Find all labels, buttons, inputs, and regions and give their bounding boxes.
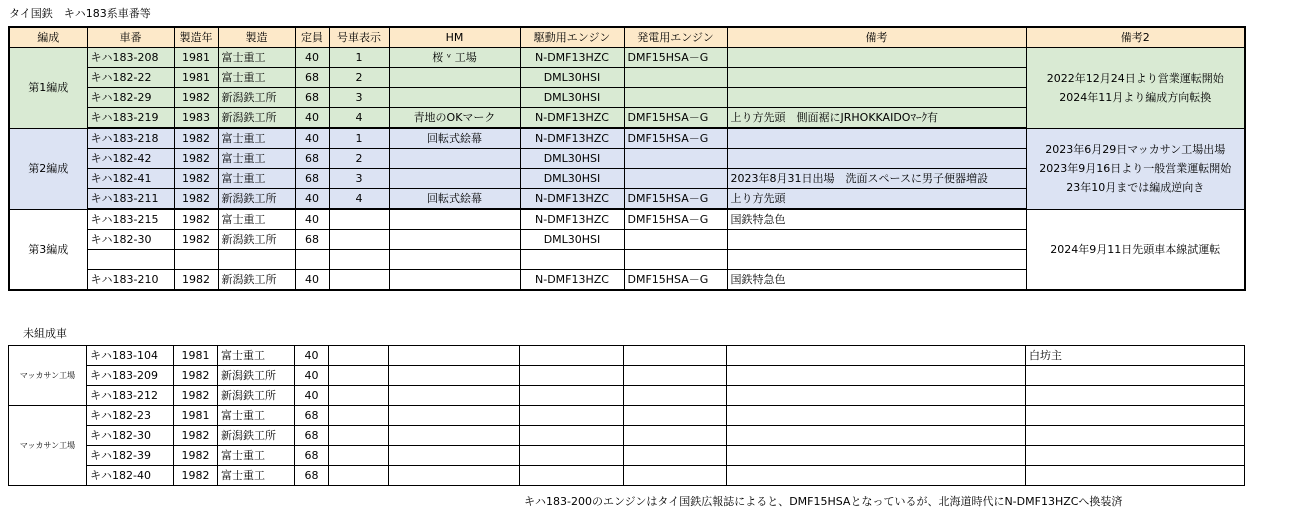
drive-engine-cell[interactable] — [520, 250, 624, 270]
location-cell[interactable]: マッカサン工場 — [9, 406, 87, 486]
generator-engine-cell[interactable]: DMF15HSA－G — [624, 48, 727, 68]
note-cell[interactable] — [727, 386, 1026, 406]
generator-engine-cell[interactable] — [624, 68, 727, 88]
builder-cell[interactable]: 新潟鉄工所 — [218, 108, 295, 129]
generator-engine-cell[interactable]: DMF15HSA－G — [624, 108, 727, 129]
capacity-cell[interactable]: 68 — [295, 149, 329, 169]
car-number-cell[interactable]: キハ182-42 — [87, 149, 174, 169]
drive-engine-cell[interactable]: N-DMF13HZC — [520, 128, 624, 149]
note-cell[interactable] — [727, 250, 1026, 270]
formation-note2-cell[interactable] — [1026, 128, 1245, 209]
generator-engine-cell[interactable] — [624, 88, 727, 108]
car-position-cell[interactable] — [329, 466, 389, 486]
capacity-cell[interactable]: 68 — [295, 406, 329, 426]
headmark-cell[interactable] — [389, 250, 520, 270]
car-number-cell[interactable]: キハ183-215 — [87, 209, 174, 230]
car-position-cell[interactable] — [329, 366, 389, 386]
car-number-cell[interactable]: キハ183-210 — [87, 270, 174, 291]
headmark-cell[interactable]: 青地のOKマーク — [389, 108, 520, 129]
capacity-cell[interactable]: 40 — [295, 209, 329, 230]
car-position-cell[interactable]: 1 — [329, 48, 389, 68]
capacity-cell[interactable]: 40 — [295, 386, 329, 406]
note-cell[interactable] — [727, 446, 1026, 466]
headmark-cell[interactable] — [389, 68, 520, 88]
builder-cell[interactable]: 富士重工 — [218, 346, 295, 366]
capacity-cell[interactable] — [295, 250, 329, 270]
build-year-cell[interactable]: 1982 — [174, 88, 218, 108]
capacity-cell[interactable]: 40 — [295, 128, 329, 149]
car-number-cell[interactable]: キハ183-209 — [87, 366, 174, 386]
note2-line: 2024年9月11日先頭車本線試運転 — [1050, 242, 1221, 256]
drive-engine-cell[interactable]: N-DMF13HZC — [520, 189, 624, 210]
formation-note2-cell[interactable] — [1026, 48, 1245, 129]
formation-note2-cell[interactable] — [1026, 209, 1245, 290]
builder-cell[interactable]: 富士重工 — [218, 406, 295, 426]
table-row — [9, 48, 1245, 68]
builder-cell[interactable] — [218, 250, 295, 270]
note2-cell[interactable] — [1026, 366, 1245, 386]
capacity-cell[interactable]: 68 — [295, 169, 329, 189]
drive-engine-cell[interactable]: N-DMF13HZC — [520, 209, 624, 230]
car-position-cell[interactable]: 2 — [329, 149, 389, 169]
headmark-cell[interactable] — [389, 88, 520, 108]
car-position-cell[interactable]: 1 — [329, 128, 389, 149]
car-number-cell[interactable]: キハ183-219 — [87, 108, 174, 129]
column-header[interactable]: 製造年 — [174, 27, 218, 48]
capacity-cell[interactable]: 40 — [295, 270, 329, 291]
build-year-cell[interactable]: 1981 — [174, 406, 218, 426]
headmark-cell[interactable] — [389, 386, 520, 406]
headmark-cell[interactable]: 回転式絵幕 — [389, 189, 520, 210]
car-number-cell[interactable]: キハ182-30 — [87, 426, 174, 446]
car-number-cell[interactable]: キハ182-40 — [87, 466, 174, 486]
table-row — [9, 386, 1245, 406]
column-header[interactable]: HM — [389, 27, 520, 48]
drive-engine-cell[interactable]: N-DMF13HZC — [520, 48, 624, 68]
build-year-cell[interactable]: 1981 — [174, 346, 218, 366]
build-year-cell[interactable]: 1982 — [174, 366, 218, 386]
formation-table — [8, 26, 1246, 291]
build-year-cell[interactable]: 1983 — [174, 108, 218, 129]
generator-engine-cell[interactable]: DMF15HSA－G — [624, 270, 727, 291]
note-cell[interactable]: 上り方先頭 側面裾にJRHOKKAIDOﾏｰｸ有 — [727, 108, 1026, 129]
build-year-cell[interactable] — [174, 250, 218, 270]
drive-engine-cell[interactable]: DML30HSI — [520, 230, 624, 250]
drive-engine-cell[interactable] — [520, 426, 624, 446]
note-cell[interactable] — [727, 48, 1026, 68]
builder-cell[interactable]: 富士重工 — [218, 68, 295, 88]
drive-engine-cell[interactable] — [520, 366, 624, 386]
generator-engine-cell[interactable] — [624, 250, 727, 270]
capacity-cell[interactable]: 68 — [295, 68, 329, 88]
generator-engine-cell[interactable] — [624, 406, 727, 426]
build-year-cell[interactable]: 1981 — [174, 68, 218, 88]
capacity-cell[interactable]: 68 — [295, 466, 329, 486]
table-row — [9, 128, 1245, 149]
builder-cell[interactable]: 富士重工 — [218, 446, 295, 466]
generator-engine-cell[interactable] — [624, 466, 727, 486]
builder-cell[interactable]: 新潟鉄工所 — [218, 230, 295, 250]
generator-engine-cell[interactable] — [624, 386, 727, 406]
headmark-cell[interactable]: 桜 ᵛ 工場 — [389, 48, 520, 68]
headmark-cell[interactable] — [389, 209, 520, 230]
car-number-cell[interactable]: キハ182-41 — [87, 169, 174, 189]
build-year-cell[interactable]: 1982 — [174, 466, 218, 486]
note-cell[interactable] — [727, 426, 1026, 446]
car-number-cell[interactable]: キハ183-208 — [87, 48, 174, 68]
column-header[interactable]: 備考2 — [1026, 27, 1245, 48]
note2-cell[interactable] — [1026, 406, 1245, 426]
drive-engine-cell[interactable]: DML30HSI — [520, 88, 624, 108]
generator-engine-cell[interactable] — [624, 346, 727, 366]
generator-engine-cell[interactable] — [624, 169, 727, 189]
car-number-cell[interactable]: キハ182-29 — [87, 88, 174, 108]
car-number-cell[interactable]: キハ182-23 — [87, 406, 174, 426]
car-position-cell[interactable]: 3 — [329, 169, 389, 189]
generator-engine-cell[interactable]: DMF15HSA－G — [624, 189, 727, 210]
headmark-cell[interactable] — [389, 169, 520, 189]
builder-cell[interactable]: 富士重工 — [218, 209, 295, 230]
note-cell[interactable] — [727, 346, 1026, 366]
headmark-cell[interactable] — [389, 149, 520, 169]
column-header[interactable]: 製造 — [218, 27, 295, 48]
build-year-cell[interactable]: 1982 — [174, 446, 218, 466]
note-cell[interactable] — [727, 466, 1026, 486]
note-cell[interactable] — [727, 230, 1026, 250]
car-position-cell[interactable] — [329, 406, 389, 426]
note2-line: 23年10月までは編成逆向き — [1066, 181, 1205, 194]
car-position-cell[interactable] — [329, 230, 389, 250]
note2-line: 2023年6月29日マッカサン工場出場 — [1045, 143, 1226, 156]
generator-engine-cell[interactable] — [624, 446, 727, 466]
build-year-cell[interactable]: 1982 — [174, 270, 218, 291]
build-year-cell[interactable]: 1982 — [174, 189, 218, 210]
builder-cell[interactable]: 新潟鉄工所 — [218, 270, 295, 291]
drive-engine-cell[interactable] — [520, 386, 624, 406]
headmark-cell[interactable] — [389, 346, 520, 366]
capacity-cell[interactable]: 40 — [295, 366, 329, 386]
builder-cell[interactable]: 富士重工 — [218, 466, 295, 486]
formation-name-cell[interactable]: 第3編成 — [9, 209, 87, 290]
car-number-cell[interactable]: キハ182-22 — [87, 68, 174, 88]
drive-engine-cell[interactable] — [520, 446, 624, 466]
column-header[interactable]: 発電用エンジン — [624, 27, 727, 48]
car-position-cell[interactable] — [329, 346, 389, 366]
note2-cell[interactable] — [1026, 446, 1245, 466]
table-row — [9, 366, 1245, 386]
note2-line: 2022年12月24日より営業運転開始 — [1046, 71, 1224, 85]
note-cell[interactable]: 2023年8月31日出場 洗面スペースに男子便器増設 — [727, 169, 1026, 189]
note-cell[interactable] — [727, 128, 1026, 149]
drive-engine-cell[interactable]: DML30HSI — [520, 169, 624, 189]
note2-cell[interactable] — [1026, 386, 1245, 406]
builder-cell[interactable]: 富士重工 — [218, 149, 295, 169]
build-year-cell[interactable]: 1982 — [174, 230, 218, 250]
headmark-cell[interactable] — [389, 446, 520, 466]
car-position-cell[interactable] — [329, 386, 389, 406]
car-number-cell[interactable] — [87, 250, 174, 270]
car-position-cell[interactable] — [329, 209, 389, 230]
note-cell[interactable] — [727, 406, 1026, 426]
note-cell[interactable]: 国鉄特急色 — [727, 209, 1026, 230]
car-position-cell[interactable]: 2 — [329, 68, 389, 88]
table-row — [9, 346, 1245, 366]
formation-name-cell[interactable]: 第2編成 — [9, 128, 87, 209]
car-position-cell[interactable]: 3 — [329, 88, 389, 108]
car-number-cell[interactable]: キハ182-39 — [87, 446, 174, 466]
note2-cell[interactable]: 白坊主 — [1026, 346, 1245, 366]
note2-cell[interactable] — [1026, 426, 1245, 446]
location-cell[interactable]: マッカサン工場 — [9, 346, 87, 406]
capacity-cell[interactable]: 40 — [295, 346, 329, 366]
generator-engine-cell[interactable] — [624, 366, 727, 386]
column-header[interactable]: 号車表示 — [329, 27, 389, 48]
capacity-cell[interactable]: 40 — [295, 108, 329, 129]
car-position-cell[interactable] — [329, 446, 389, 466]
builder-cell[interactable]: 富士重工 — [218, 128, 295, 149]
note-cell[interactable]: 上り方先頭 — [727, 189, 1026, 210]
build-year-cell[interactable]: 1982 — [174, 386, 218, 406]
column-header[interactable]: 編成 — [9, 27, 87, 48]
generator-engine-cell[interactable]: DMF15HSA－G — [624, 128, 727, 149]
car-position-cell[interactable] — [329, 250, 389, 270]
build-year-cell[interactable]: 1982 — [174, 169, 218, 189]
builder-cell[interactable]: 新潟鉄工所 — [218, 189, 295, 210]
note2-cell[interactable] — [1026, 466, 1245, 486]
table-row — [9, 406, 1245, 426]
car-position-cell[interactable]: 4 — [329, 108, 389, 129]
drive-engine-cell[interactable]: DML30HSI — [520, 149, 624, 169]
capacity-cell[interactable]: 68 — [295, 230, 329, 250]
formation-name-cell[interactable]: 第1編成 — [9, 48, 87, 129]
build-year-cell[interactable]: 1982 — [174, 128, 218, 149]
generator-engine-cell[interactable] — [624, 230, 727, 250]
generator-engine-cell[interactable] — [624, 426, 727, 446]
builder-cell[interactable]: 富士重工 — [218, 169, 295, 189]
column-header[interactable]: 備考 — [727, 27, 1026, 48]
column-header[interactable]: 駆動用エンジン — [520, 27, 624, 48]
car-position-cell[interactable]: 4 — [329, 189, 389, 210]
header-row — [9, 27, 1245, 48]
builder-cell[interactable]: 新潟鉄工所 — [218, 426, 295, 446]
build-year-cell[interactable]: 1981 — [174, 48, 218, 68]
headmark-cell[interactable] — [389, 230, 520, 250]
car-number-cell[interactable]: キハ183-211 — [87, 189, 174, 210]
note-cell[interactable] — [727, 366, 1026, 386]
builder-cell[interactable]: 新潟鉄工所 — [218, 88, 295, 108]
column-header[interactable]: 車番 — [87, 27, 174, 48]
sheet-title: タイ国鉄 キハ183系車番等 — [9, 7, 151, 20]
table-row — [9, 426, 1245, 446]
generator-engine-cell[interactable]: DMF15HSA－G — [624, 209, 727, 230]
headmark-cell[interactable] — [389, 270, 520, 291]
capacity-cell[interactable]: 40 — [295, 189, 329, 210]
headmark-cell[interactable] — [389, 366, 520, 386]
table-row — [9, 466, 1245, 486]
note-cell[interactable] — [727, 149, 1026, 169]
car-number-cell[interactable]: キハ183-104 — [87, 346, 174, 366]
build-year-cell[interactable]: 1982 — [174, 426, 218, 446]
capacity-cell[interactable]: 40 — [295, 48, 329, 68]
headmark-cell[interactable] — [389, 466, 520, 486]
drive-engine-cell[interactable]: N-DMF13HZC — [520, 108, 624, 129]
note-cell[interactable]: 国鉄特急色 — [727, 270, 1026, 291]
headmark-cell[interactable]: 回転式絵幕 — [389, 128, 520, 149]
capacity-cell[interactable]: 68 — [295, 446, 329, 466]
note2-line: 2023年9月16日より一般営業運転開始 — [1039, 162, 1232, 175]
headmark-cell[interactable] — [389, 406, 520, 426]
column-header[interactable]: 定員 — [295, 27, 329, 48]
headmark-cell[interactable] — [389, 426, 520, 446]
builder-cell[interactable]: 新潟鉄工所 — [218, 386, 295, 406]
note2-line: 2024年11月より編成方向転換 — [1059, 90, 1212, 104]
generator-engine-cell[interactable] — [624, 149, 727, 169]
engine-footnote: キハ183-200のエンジンはタイ国鉄広報誌によると、DMF15HSAとなっているが、北海道時代にN-DMF13HZCへ換装済 — [524, 495, 1123, 508]
drive-engine-cell[interactable]: N-DMF13HZC — [520, 270, 624, 291]
drive-engine-cell[interactable] — [520, 346, 624, 366]
table-row — [9, 209, 1245, 230]
car-number-cell[interactable]: キハ182-30 — [87, 230, 174, 250]
capacity-cell[interactable]: 68 — [295, 426, 329, 446]
note-cell[interactable] — [727, 88, 1026, 108]
car-number-cell[interactable]: キハ183-218 — [87, 128, 174, 149]
drive-engine-cell[interactable] — [520, 406, 624, 426]
unformed-cars-label: 未組成車 — [23, 327, 67, 340]
capacity-cell[interactable]: 68 — [295, 88, 329, 108]
builder-cell[interactable]: 新潟鉄工所 — [218, 366, 295, 386]
build-year-cell[interactable]: 1982 — [174, 209, 218, 230]
drive-engine-cell[interactable]: DML30HSI — [520, 68, 624, 88]
table-row — [9, 446, 1245, 466]
car-position-cell[interactable] — [329, 426, 389, 446]
note-cell[interactable] — [727, 68, 1026, 88]
builder-cell[interactable]: 富士重工 — [218, 48, 295, 68]
car-position-cell[interactable] — [329, 270, 389, 291]
build-year-cell[interactable]: 1982 — [174, 149, 218, 169]
drive-engine-cell[interactable] — [520, 466, 624, 486]
unformed-cars-table — [8, 345, 1245, 486]
car-number-cell[interactable]: キハ183-212 — [87, 386, 174, 406]
